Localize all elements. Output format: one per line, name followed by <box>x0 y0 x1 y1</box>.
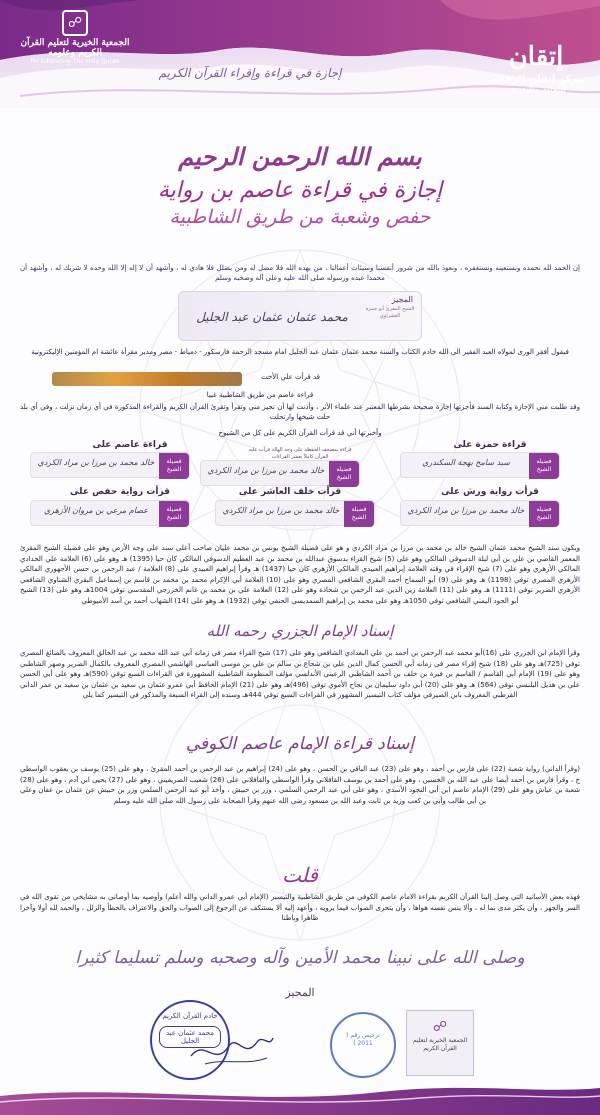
teacher-name: خالد محمد بن مرزا بن مراد الكردي <box>37 458 155 467</box>
basmala: بسم الله الرحمن الرحيم <box>178 142 422 171</box>
heading-qult: قلت <box>282 863 318 887</box>
teacher-tag: فضيلة الشيخ <box>329 461 359 487</box>
teacher-card-khalaf <box>215 500 375 526</box>
teacher-card-asim <box>30 452 190 478</box>
closing-advice-paragraph: فهذه بعض الأسانيد التي وصل إلينا القرآن الكريم بقراءة الامام عاصم الكوفي من طريق الشاطبية والتيسير (الإمام أبي عمرو الداني والله أعلم) وأوصيه بما أوصاني به مشايخي من تقوى الله في السر والجهر ، وأن يكثر مدى بما له ، وألا ينس نفسه هواها ، وأن يتحرى الصواب فيما يرويه ، وأعهد إليه ألا يستنكف عن الرجوع إلى الصواب والحق والاعتراف بالخطأ والزلل ، والحمد لله أولا وآخرا ظاهرا وباطنا <box>20 893 580 922</box>
heading-hamza-reading: قراءة حمزة على <box>453 440 527 450</box>
paragraph-ijazah-grant: وقد طلبت مني الإجازة وكتابة السند فأجزتها إجازة صحيحة بشرطها المعتبر عند علماء الأثر ، وأذنت لها أن تجيز مني وتقرأ وتقرئ القرآن الكريم والقراءة المذكورة في أي زمان نزلت ، وفي أي بلد حلت شيخها وارتحلت <box>20 403 580 421</box>
grantor-subtitle: الشيخ المقرئ أبو حمزة العشراوي <box>365 306 415 319</box>
certificate-title-line1: إجازة في قراءة عاصم بن رواية <box>157 178 443 203</box>
paragraph-reading-type: قراءة عاصم من طريق الشاطبية غيبا <box>206 391 314 399</box>
teacher-card-hamza <box>400 452 560 478</box>
sanad-paragraph: ويكون سند الشيخ محمد عثمان الشيخ خالد بن محمد بن مرزا بن مراد الكردي و هو على فضيلة الشيخ يونس بن محمد عليان صاحب أعلى سند على وجه الأرض وهو على فضيلة الشيخ المقرئ المعمر القاضي بن علي بن أبي ليلة الدسوقي المالكي وهو على (5) شيخ القراء بدسوق عبدالله بن محمد بن عبد العظيم الدسوقي المالكي كان حيا (1395) هـ وهو على (6) العلامة علي الحدادي المالكي الأزهري وهو على (7) شيخ الإقراء في وقته العلامة إبراهيم العبيدي المالكي الأزهري كان حيا (1437) هـ وقرأ إبراهيم العبيدي على (8) العلامة / عبد الرحمن بن حسن الأجهوري المالكي الأزهري المصري توفي (1198) هـ وهو على (9) أبو السماح أحمد البقري الشافعي المصري وهو على (10) العلامة أبي الإكرام محمد بن محمد بن قاسم بن إسماعيل البقري الشناوي الشافعي الأزهري الضرير توفي (1111) هـ وهو على (11) العلامة زين الدين عبد الرحمن بن شحاذة وهو على (12) العلامة علي بن محمد بن غانم الخزرجي المقدسي توفي 1004هـ وهو على (13) الشيخ أبو الجود اليمني الشافعي توفي 1050هـ وهو على محمد بن إبراهيم السمديسي الحنفي توفي (1932) هـ وهو على (14) الشهاب أحمد بن أسد الأميوطي <box>20 544 581 605</box>
header-strip-title: إجازة في قراءة وإقراء القرآن الكريم <box>158 66 342 80</box>
jazari-isnad-paragraph: وقرأ الإمام ابن الجزري على (16)أبو محمد عبد الرحمن بن أحمد بن علي البغدادي الشافعي وهو على (17) شيخ القراء مصر في زمانه أبي عبد الله محمد بن عبد الخالق المعروف بالصائغ المصري توفي (725)هـ وهو على (18) شيخ إقراء مصر في زمانه أبي الحسن كمال الدين علي بن شجاع بن سالم بن علي بن موسى العباسي الهاشمي المصري المعروف بالكمال الضرير وصهر الشاطبي وهو على (19) الإمام أبي القاسم / القاسم بن فيرة بن خلف بن أحمد الشاطبي الرعيني الأندلسي مؤلف المنظومة الشاطبية المشهورة في القراءات السبع توفي (590)هـ وهو على أبي الحسن علي بن هذيل البلنسي توفي (564) هـ وهو على (20) أبي داود سليمان بن نجاح الأموي توفي (496)هـ وهو على (21) الإمام الحافظ أبي عمرو عثمان بن سعيد بن عثمان بن سعيد بن عمر الداني القرطبي المعروف بابن الصيرفي مؤلف كتاب التيسير المشهور في القراءات السبع توفي 444هـ وسنده إلى القراء السبعة والمذكور في التيسير كما يلي <box>20 649 580 699</box>
heading-khalaf-reading: قرأت خلف العاشر على <box>238 487 342 497</box>
grantor-name: محمد عثمان عثمان عبد الجليل <box>196 310 348 324</box>
teacher-tag: فضيلة الشيخ <box>159 501 189 527</box>
teacher-name: سيد سامح بهجة السكندري <box>422 458 510 467</box>
footer-wave <box>0 1080 600 1115</box>
association-name-en: for Educating The Holy Quran <box>30 58 120 65</box>
license-stamp-text: ترخيص رقم ( 2011 ) <box>346 1032 380 1047</box>
student-name-bar <box>52 372 242 386</box>
license-stamp <box>330 1012 396 1078</box>
stamp-ring-text: خادم القرآن الكريم <box>162 1012 218 1020</box>
teacher-name: عصام مرعي بن مروان الأزهري <box>44 506 148 515</box>
grantor-caption: المجيز <box>391 295 413 304</box>
teacher-card-middle <box>200 460 360 486</box>
teacher-tag: فضيلة الشيخ <box>344 501 374 527</box>
teacher-name: خالد محمد بن مرزا بن مراد الكردي <box>207 466 325 475</box>
teacher-name: خالد محمد بن مرزا بن مراد الكردي <box>407 506 525 515</box>
heading-hafs-reading: قرأت رواية حفص على <box>70 487 170 497</box>
teacher-card-hafs <box>30 500 190 526</box>
itqan-center-name: مركز إتقان الرقمي <box>488 74 584 85</box>
teacher-tag: فضيلة الشيخ <box>529 501 559 527</box>
heading-warsh-reading: قرأت رواية ورش على <box>441 487 539 497</box>
seal-text: الجمعية الخيرية لتعليم القرآن الكريم <box>412 1037 468 1052</box>
itqan-tagline: للتعليم والتدريب <box>505 85 567 95</box>
teacher-name: خالد محمد بن مرزا بن مراد الكردي <box>222 506 340 515</box>
card-note-text: قراءة بمصحف الحفظة على وجه الهالة قرأت عليه القرآن كاملاً بعشر القراءات <box>248 447 352 460</box>
grantor-name-box <box>178 291 422 341</box>
teacher-card-warsh <box>400 500 560 526</box>
signer-label: المجيز <box>285 986 315 999</box>
paragraph-read-to-me: قد قرأت علي الأخت <box>261 373 320 381</box>
paragraph-grantor-intro: فيقول أفقر الورى لمولاه العبد الفقير الى الله خادم الكتاب والسنة محمد عثمان عثمان عبد الجليل امام مسجد الرحمة فارسكور - دمياط - مصر ومدير مقرأة عائشة ام المؤمنين الإليكترونية <box>31 348 569 356</box>
heading-jazari-isnad: إسناد الإمام الجزري رحمه الله <box>206 622 394 640</box>
book-icon: ☍ <box>62 10 88 36</box>
header-banner <box>0 0 600 108</box>
asim-isnad-paragraph: (وقرأ الداني) رواية شعبة (22) على فارس بن أحمد ، وهو على (23) عبد الباقي بن الحسن ، وهو على (24) إبراهيم بن عبد الرحمن بن أحمد المقرئ ، وهو على (25) يوسف بن يعقوب الواسطي ح ، وقرأ فارس بن أحمد أيضا على عبد الله بن الحسين ، وهو على أحمد بن يوسف القافلاني وقرأ الواسطي والقافلاني على (26) شعيب الصريفيني ، وهو على (27) يحيى ابن آدم ، وهو على (28) شعبة بن عياش وهو على (29) الإمام عاصم ابن أبي النجود الأسدي ، وهو على أبي عبد الرحمن السلمي ، وزر بن حبيش ، وأخذ أبو عبد الرحمن السلمي وزر بن حبيش عن عثمان بن عفان وعلي بن أبي طالب وأبي بن كعب وزيد بن ثابت وعبد الله بن مسعود رضي الله عنهم وقرأ الصحابة على رسول الله صلى الله عليه وسلم <box>20 765 580 805</box>
stamp-name-text: محمد عثمان عبد الجليل <box>159 1026 221 1048</box>
intro-paragraph: إن الحمد لله نحمده ونستعينه ونستغفره ، ونعوذ بالله من شرور أنفسنا وسيئات أعمالنا ، من يهده الله فلا مضل له ومن يضلل فلا هادي له ، وأشهد أن لا إله إلا الله وحده لا شريك له ، وأشهد أن محمدا عبده ورسوله صلى الله عليه وعلى آله وصحبه وسلم <box>20 264 580 282</box>
heading-asim-isnad: إسناد قراءة الإمام عاصم الكوفي <box>185 734 415 754</box>
itqan-logo-text: إتقان <box>508 42 564 72</box>
association-name: الجمعية الخيرية لتعليم القرآن الكريم وعلومه <box>20 38 130 58</box>
association-seal <box>406 1010 474 1076</box>
brand-logo-itqan <box>478 42 594 95</box>
closing-prayer: وصلى الله على نبينا محمد الأمين وآله وصحبه وسلم تسليما كثيرا <box>75 948 525 968</box>
handwritten-signature <box>185 1008 275 1078</box>
heading-asim-reading: قراءة عاصم على <box>92 440 168 450</box>
brand-logo-association <box>10 10 140 65</box>
book-icon: ☍ <box>432 1019 448 1035</box>
teacher-tag: فضيلة الشيخ <box>529 453 559 479</box>
paragraph-teachers-intro: وأخبرتها أني قد قرأت القرآن الكريم على كل من الشيوخ <box>218 429 382 437</box>
certificate-title-line2: حفص وشعبة من طريق الشاطبية <box>169 206 431 228</box>
teacher-tag: فضيلة الشيخ <box>159 453 189 479</box>
